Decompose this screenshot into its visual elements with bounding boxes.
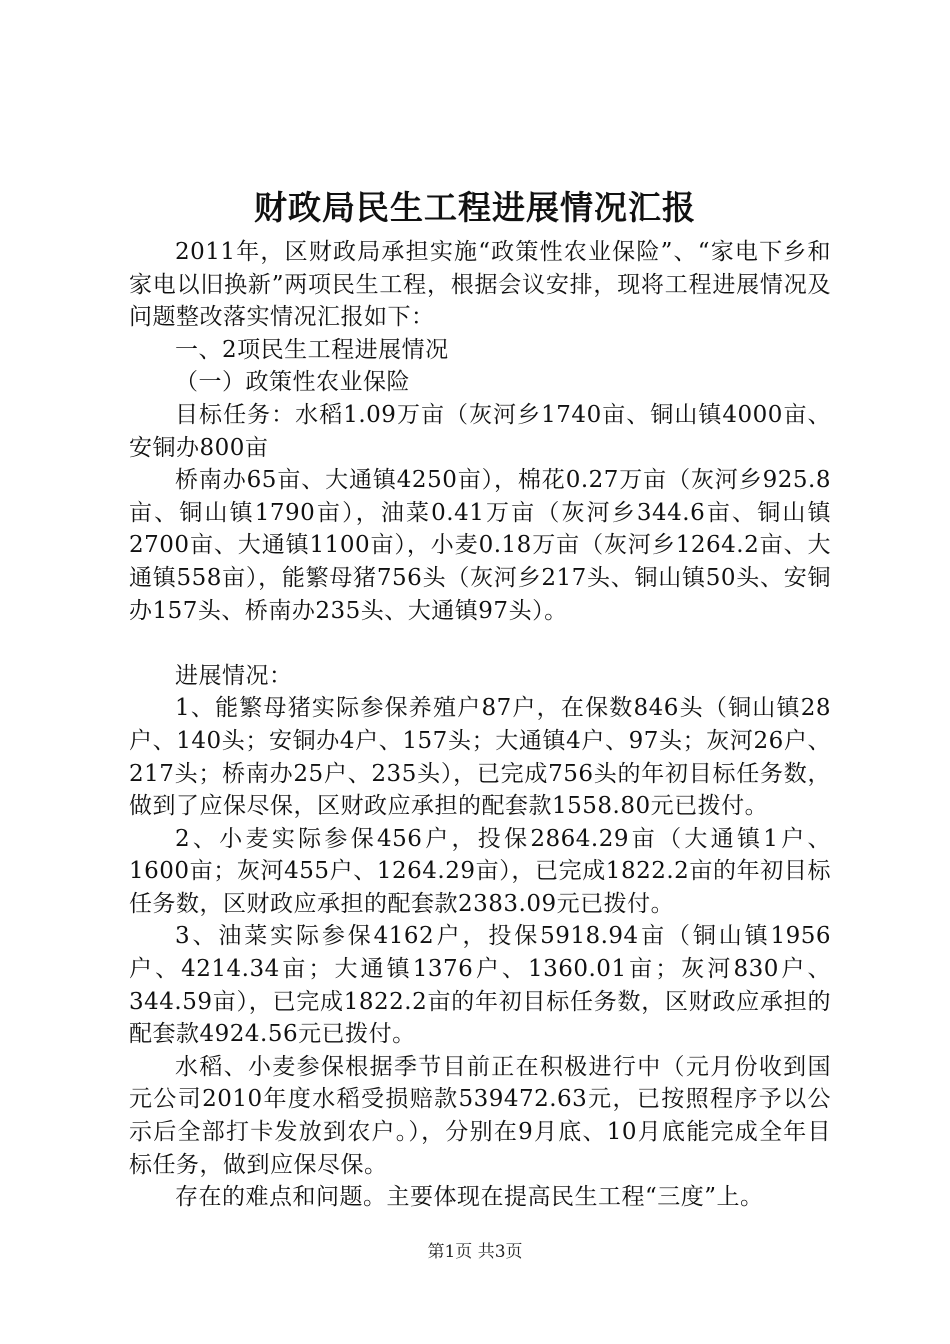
paragraph-intro: 2011年，区财政局承担实施“政策性农业保险”、“家电下乡和家电以旧换新”两项民生工程，根据会议安排，现将工程进展情况及问题整改落实情况汇报如下： <box>129 239 831 331</box>
document-body <box>129 236 831 1214</box>
paragraph-progress-rapeseed: 3、油菜实际参保4162户，投保5918.94亩（铜山镇1956户、4214.34亩；大通镇1376户、1360.01亩；灰河830户、344.59亩），已完成1822.2亩的年初目标任务数，区财政应承担的配套款4924.56元已拨付。 <box>129 923 831 1048</box>
paragraph-target-details: 桥南办65亩、大通镇4250亩），棉花0.27万亩（灰河乡925.8亩、铜山镇1790亩），油菜0.41万亩（灰河乡344.6亩、铜山镇2700亩、大通镇1100亩），小麦0.18万亩（灰河乡1264.2亩、大通镇558亩），能繁母猪756头（灰河乡217头、铜山镇50头、安铜办157头、桥南办235头、大通镇97头）。 <box>129 467 831 624</box>
progress-heading: 进展情况： <box>175 662 293 689</box>
section-heading: 一、2项民生工程进展情况 <box>175 336 449 363</box>
paragraph-progress-wheat: 2、小麦实际参保456户，投保2864.29亩（大通镇1户、1600亩；灰河455户、1264.29亩），已完成1822.2亩的年初目标任务数，区财政应承担的配套款2383.09元已拨付。 <box>129 825 831 917</box>
document-title: 财政局民生工程进展情况汇报 <box>254 188 696 227</box>
page-footer: 第1页 共3页 <box>427 1242 523 1262</box>
paragraph-problems: 存在的难点和问题。主要体现在提高民生工程“三度”上。 <box>175 1184 764 1211</box>
paragraph-target-tasks: 目标任务：水稻1.09万亩（灰河乡1740亩、铜山镇4000亩、安铜办800亩 <box>129 401 831 461</box>
paragraph-progress-sows: 1、能繁母猪实际参保养殖户87户，在保数846头（铜山镇28户、140头；安铜办4户、157头；大通镇4户、97头；灰河26户、217头；桥南办25户、235头），已完成756头的年初目标任务数，做到了应保尽保，区财政应承担的配套款1558.80元已拨付。 <box>129 695 831 820</box>
subsection-heading: （一）政策性农业保险 <box>175 369 410 396</box>
paragraph-rice-wheat: 水稻、小麦参保根据季节目前正在积极进行中（元月份收到国元公司2010年度水稻受损赔款539472.63元，已按照程序予以公示后全部打卡发放到农户。），分别在9月底、10月底能完成全年目标任务，做到应保尽保。 <box>129 1053 831 1178</box>
